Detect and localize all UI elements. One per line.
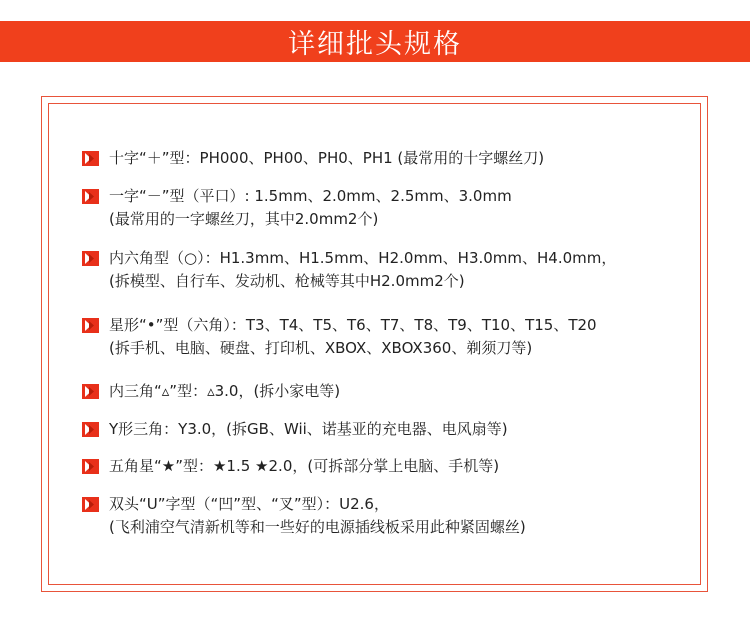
spec-line-1: Y形三角：Y3.0，(拆GB、Wii、诺基亚的充电器、电风扇等): [109, 420, 508, 438]
spec-item-triangle: [82, 380, 702, 403]
spec-line-2: (最常用的一字螺丝刀，其中2.0mm2个): [109, 210, 379, 228]
header-banner: [0, 21, 750, 62]
spec-item-flat: [82, 185, 702, 231]
arrow-right-icon: [82, 189, 99, 204]
spec-item-u-type: [82, 493, 702, 539]
arrow-right-icon: [82, 384, 99, 399]
arrow-right-icon: [82, 251, 99, 266]
spec-item-torx: [82, 314, 702, 360]
spec-item-pentalobe: [82, 455, 702, 478]
arrow-right-icon: [82, 151, 99, 166]
spec-line-1: 内三角“▵”型：▵3.0，(拆小家电等): [109, 382, 341, 400]
spec-line-1: 内六角型（○）：H1.3mm、H1.5mm、H2.0mm、H3.0mm、H4.0mm，: [109, 249, 617, 267]
spec-line-2: (拆手机、电脑、硬盘、打印机、XBOX、XBOX360、剃须刀等): [109, 339, 533, 357]
spec-item-phillips: [82, 147, 702, 170]
spec-item-hex: [82, 247, 702, 293]
spec-item-tri-wing: [82, 418, 702, 441]
arrow-right-icon: [82, 459, 99, 474]
spec-line-1: 十字“＋”型：PH000、PH00、PH0、PH1 (最常用的十字螺丝刀): [109, 149, 545, 167]
spec-line-1: 星形“•”型（六角）：T3、T4、T5、T6、T7、T8、T9、T10、T15、T20: [109, 316, 597, 334]
spec-line-1: 双头“U”字型（“凹”型、“叉”型）：U2.6，: [109, 495, 389, 513]
page-title: 详细批头规格: [288, 29, 462, 60]
arrow-right-icon: [82, 422, 99, 437]
arrow-right-icon: [82, 318, 99, 333]
spec-line-1: 一字“－”型（平口）: 1.5mm、2.0mm、2.5mm、3.0mm: [109, 187, 512, 205]
spec-line-2: (飞利浦空气清新机等和一些好的电源插线板采用此种紧固螺丝): [109, 518, 526, 536]
arrow-right-icon: [82, 497, 99, 512]
spec-line-1: 五角星“★”型：★1.5 ★2.0，(可拆部分掌上电脑、手机等): [109, 457, 500, 475]
spec-line-2: (拆模型、自行车、发动机、枪械等其中H2.0mm2个): [109, 272, 465, 290]
